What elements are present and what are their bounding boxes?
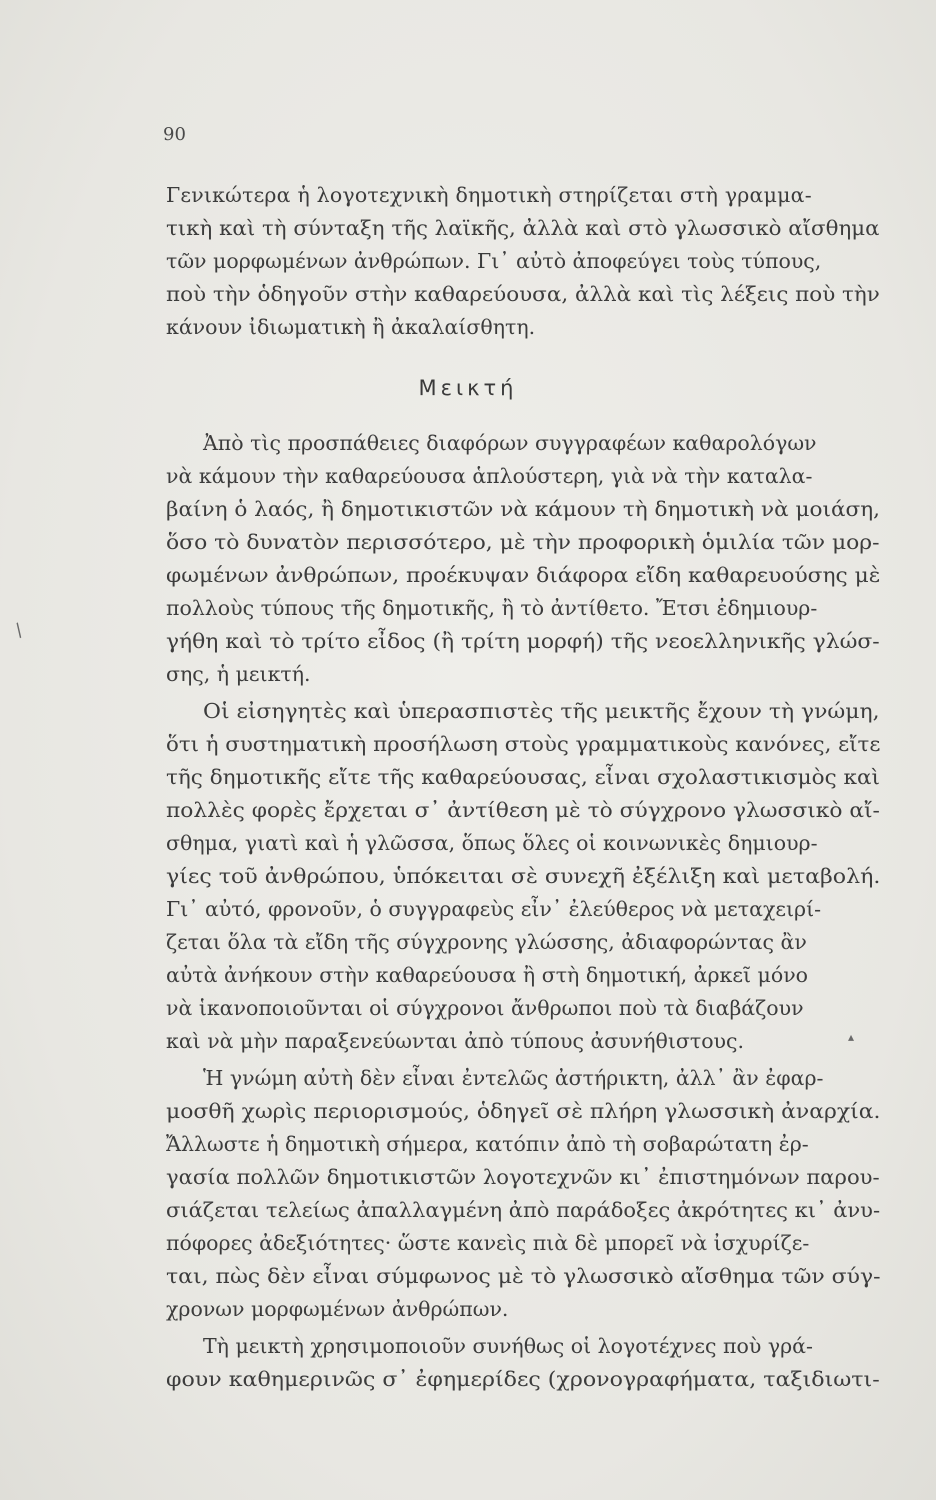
text-line: ζεται ὅλα τὰ εἴδη τῆς σύγχρονης γλώσσης, ἀδιαφορώντας ἂν	[166, 930, 807, 954]
text-line: καὶ νὰ μὴν παραξενεύωνται ἀπὸ τύπους ἀσυνήθιστους.	[166, 1029, 745, 1053]
scan-mark: ▴	[848, 1030, 855, 1044]
text-line: σης, ἡ μεικτή.	[166, 662, 311, 686]
text-line: τῆς δημοτικῆς εἴτε τῆς καθαρεύουσας, εἶναι σχολαστικισμὸς καὶ	[166, 765, 880, 789]
text-line: σιάζεται τελείως ἀπαλλαγμένη ἀπὸ παράδοξες ἀκρότητες κι᾿ ἀνυ-	[166, 1198, 881, 1222]
text-line: φουν καθημερινῶς σ᾿ ἐφημερίδες (χρονογραφήματα, ταξιδιωτι-	[166, 1367, 880, 1391]
scan-mark: /	[11, 619, 27, 642]
text-line: γασία πολλῶν δημοτικιστῶν λογοτεχνῶν κι᾿ ἐπιστημόνων παρου-	[166, 1165, 880, 1189]
text-line: φωμένων ἀνθρώπων, προέκυψαν διάφορα εἴδη καθαρευούσης μὲ	[166, 563, 881, 587]
text-line: βαίνη ὁ λαός, ἢ δημοτικιστῶν νὰ κάμουν τὴ δημοτικὴ νὰ μοιάση,	[166, 497, 881, 521]
text-line: γήθη καὶ τὸ τρίτο εἶδος (ἢ τρίτη μορφή) τῆς νεοελληνικῆς γλώσ-	[166, 629, 880, 653]
text-line: τῶν μορφωμένων ἀνθρώπων. Γι᾿ αὐτὸ ἀποφεύγει τοὺς τύπους,	[166, 249, 822, 273]
text-line: Γι᾿ αὐτό, φρονοῦν, ὁ συγγραφεὺς εἶν᾿ ἐλεύθερος νὰ μεταχειρί-	[166, 897, 822, 921]
text-line: ποὺ τὴν ὁδηγοῦν στὴν καθαρεύουσα, ἀλλὰ καὶ τὶς λέξεις ποὺ τὴν	[166, 282, 880, 306]
text-line: ται, πὼς δὲν εἶναι σύμφωνος μὲ τὸ γλωσσικὸ αἴσθημα τῶν σύγ-	[166, 1264, 881, 1288]
text-line: ὅτι ἡ συστηματικὴ προσήλωση στοὺς γραμματικοὺς κανόνες, εἴτε	[166, 732, 881, 756]
text-line: μοσθῆ χωρὶς περιορισμούς, ὁδηγεῖ σὲ πλήρη γλωσσικὴ ἀναρχία.	[166, 1099, 881, 1123]
section-heading: Μεικτή	[418, 376, 518, 400]
text-line: χρονων μορφωμένων ἀνθρώπων.	[166, 1297, 509, 1321]
text-line: Οἱ εἰσηγητὲς καὶ ὑπερασπιστὲς τῆς μεικτῆς ἔχουν τὴ γνώμη,	[203, 699, 880, 723]
text-line: πόφορες ἀδεξιότητες· ὥστε κανεὶς πιὰ δὲ μπορεῖ νὰ ἰσχυρίζε-	[166, 1231, 810, 1255]
text-line: Ἄλλωστε ἡ δημοτικὴ σήμερα, κατόπιν ἀπὸ τὴ σοβαρώτατη ἐρ-	[166, 1132, 809, 1156]
text-line: γίες τοῦ ἀνθρώπου, ὑπόκειται σὲ συνεχῆ ἐξέλιξη καὶ μεταβολή.	[166, 864, 881, 888]
text-line: πολλοὺς τύπους τῆς δημοτικῆς, ἢ τὸ ἀντίθετο. Ἔτσι ἐδημιουρ-	[166, 596, 818, 620]
text-line: τικὴ καὶ τὴ σύνταξη τῆς λαϊκῆς, ἀλλὰ καὶ στὸ γλωσσικὸ αἴσθημα	[166, 216, 880, 240]
text-line: νὰ ἱκανοποιοῦνται οἱ σύγχρονοι ἄνθρωποι ποὺ τὰ διαβάζουν	[166, 996, 804, 1020]
text-line: Τὴ μεικτὴ χρησιμοποιοῦν συνήθως οἱ λογοτέχνες ποὺ γρά-	[203, 1334, 813, 1358]
text-line: αὐτὰ ἀνήκουν στὴν καθαρεύουσα ἢ στὴ δημοτική, ἀρκεῖ μόνο	[166, 963, 808, 987]
text-line: Ἡ γνώμη αὐτὴ δὲν εἶναι ἐντελῶς ἀστήρικτη, ἀλλ᾿ ἂν ἐφαρ-	[203, 1066, 824, 1090]
text-line: Ἀπὸ τὶς προσπάθειες διαφόρων συγγραφέων καθαρολόγων	[203, 431, 817, 455]
text-line: νὰ κάμουν τὴν καθαρεύουσα ἁπλούστερη, γιὰ νὰ τὴν καταλα-	[166, 464, 813, 488]
page-number: 90	[163, 124, 186, 145]
text-line: πολλὲς φορὲς ἔρχεται σ᾿ ἀντίθεση μὲ τὸ σύγχρονο γλωσσικὸ αἴ-	[166, 798, 880, 822]
text-line: Γενικώτερα ἡ λογοτεχνικὴ δημοτικὴ στηρίζεται στὴ γραμμα-	[166, 183, 812, 207]
text-line: ὅσο τὸ δυνατὸν περισσότερο, μὲ τὴν προφορικὴ ὁμιλία τῶν μορ-	[166, 530, 880, 554]
text-line: κάνουν ἰδιωματικὴ ἢ ἀκαλαίσθητη.	[166, 315, 536, 339]
text-line: σθημα, γιατὶ καὶ ἡ γλῶσσα, ὅπως ὅλες οἱ κοινωνικὲς δημιουρ-	[166, 831, 818, 855]
